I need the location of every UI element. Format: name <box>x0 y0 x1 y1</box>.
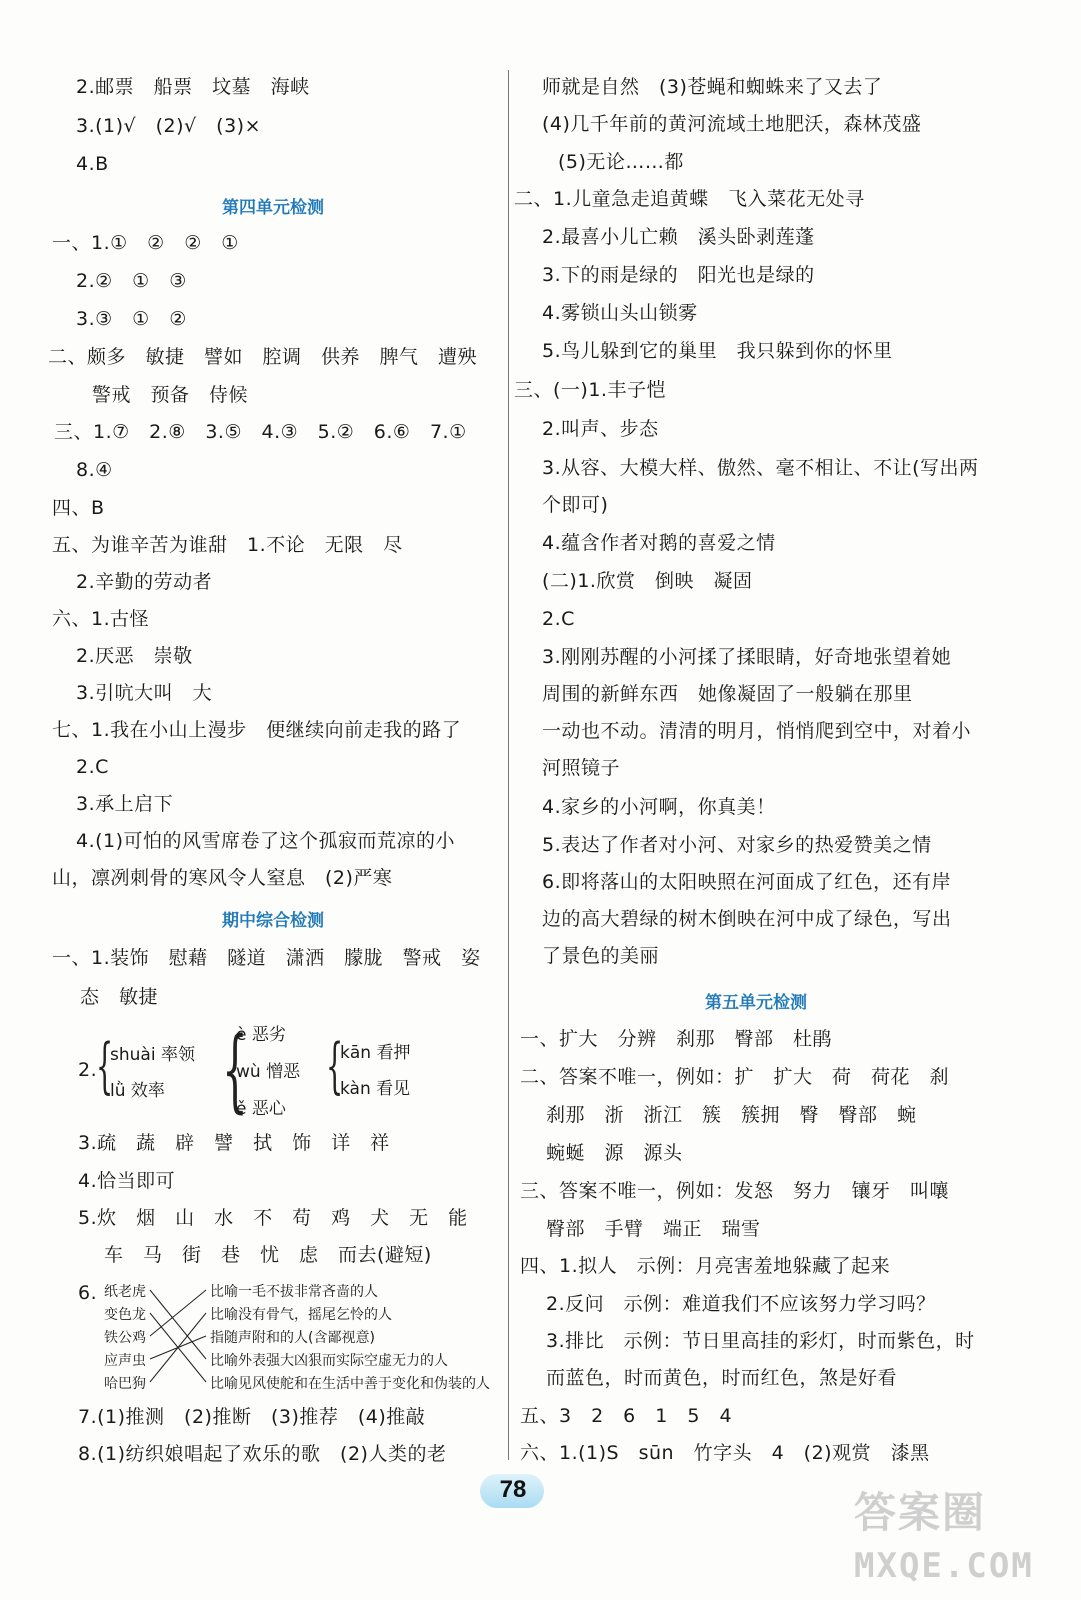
answer-line: 蜿蜒 源 源头 <box>546 1142 683 1164</box>
match-definition: 比喻一毛不拔非常吝啬的人 <box>210 1284 378 1300</box>
answer-line: 3.③ ① ② <box>76 308 187 330</box>
match-definition: 比喻没有骨气，摇尾乞怜的人 <box>210 1307 392 1323</box>
answer-line: 7.(1)推测 (2)推断 (3)推荐 (4)推敲 <box>78 1406 426 1428</box>
answer-line: 2.最喜小儿亡赖 溪头卧剥莲蓬 <box>542 226 815 248</box>
answer-line: 四、1.拟人 示例：月亮害羞地躲藏了起来 <box>520 1255 891 1277</box>
answer-line: 3.承上启下 <box>76 793 174 815</box>
answer-line: 5.鸟儿躲到它的巢里 我只躲到你的怀里 <box>542 340 893 362</box>
answer-line: (二)1.欣赏 倒映 凝固 <box>542 570 753 592</box>
answer-line: 而蓝色，时而黄色，时而红色，煞是好看 <box>546 1367 898 1389</box>
match-definition: 比喻外表强大凶狠而实际空虚无力的人 <box>210 1353 448 1369</box>
page-number: 78 <box>499 1476 527 1503</box>
match-term: 变色龙 <box>104 1307 146 1323</box>
answer-line: 七、1.我在小山上漫步 便继续向前走我的路了 <box>52 719 462 741</box>
answer-line: 3.排比 示例：节日里高挂的彩灯，时而紫色，时 <box>546 1330 975 1352</box>
answer-line: 6.即将落山的太阳映照在河面成了红色，还有岸 <box>542 871 952 893</box>
answer-line: 3.(1)√ (2)√ (3)× <box>76 115 262 137</box>
answer-line: 4.B <box>76 153 109 175</box>
answer-line: 个即可) <box>542 494 609 516</box>
answer-line: 3.从容、大模大样、傲然、毫不相让、不让(写出两 <box>542 457 979 479</box>
answer-line: 5.表达了作者对小河、对家乡的热爱赞美之情 <box>542 834 932 856</box>
answer-line: 3.刚刚苏醒的小河揉了揉眼睛，好奇地张望着她 <box>542 646 952 668</box>
answer-line: 三、(一)1.丰子恺 <box>514 379 666 401</box>
match-definition: 指随声附和的人(含鄙视意) <box>210 1330 375 1346</box>
answer-line: 五、为谁辛苦为谁甜 1.不论 无限 尽 <box>52 534 403 556</box>
answer-line: 五、3 2 6 1 5 4 <box>520 1405 733 1427</box>
answer-line: 2.邮票 船票 坟墓 海峡 <box>76 76 310 98</box>
answer-line: 臀部 手臂 端正 瑞雪 <box>546 1218 761 1240</box>
match-definition: 比喻见风使舵和在生活中善于变化和伪装的人 <box>210 1376 490 1392</box>
column-divider <box>508 70 509 1460</box>
answer-line: 二、答案不唯一，例如：扩 扩大 荷 荷花 刹 <box>520 1066 950 1088</box>
answer-line: 4.(1)可怕的风雪席卷了这个孤寂而荒凉的小 <box>76 830 456 852</box>
matching-lines <box>148 1280 208 1400</box>
section-heading-unit4: 第四单元检测 <box>222 198 324 218</box>
answer-line: 2.反问 示例：难道我们不应该努力学习吗？ <box>546 1293 936 1315</box>
answer-line: 2.厌恶 崇敬 <box>76 645 193 667</box>
pinyin-item: è 恶劣 <box>236 1025 286 1045</box>
answer-line: 三、答案不唯一，例如：发怒 努力 镶牙 叫嚷 <box>520 1180 950 1202</box>
answer-line: 一动也不动。清清的明月，悄悄爬到空中，对着小 <box>542 720 972 742</box>
answer-line: 六、1.(1)S sūn 竹字头 4 (2)观赏 漆黑 <box>520 1442 930 1464</box>
answer-line: 2.叫声、步态 <box>542 418 659 440</box>
pinyin-item: kān 看押 <box>340 1043 411 1063</box>
pinyin-item: wù 憎恶 <box>236 1062 301 1082</box>
answer-line: 3.疏 蔬 辟 譬 拭 饰 详 祥 <box>78 1132 390 1154</box>
answer-line: 4.恰当即可 <box>78 1170 176 1192</box>
answer-line: 警戒 预备 侍候 <box>92 384 249 406</box>
answer-line: (4)几千年前的黄河流域土地肥沃，森林茂盛 <box>542 113 922 135</box>
answer-line: 态 敏捷 <box>80 986 159 1008</box>
answer-line: (5)无论……都 <box>558 151 684 173</box>
pinyin-item: kàn 看见 <box>340 1079 411 1099</box>
answer-line: 4.家乡的小河啊，你真美！ <box>542 796 776 818</box>
answer-line: 4.蕴含作者对鹅的喜爱之情 <box>542 532 776 554</box>
answer-line: 4.雾锁山头山锁雾 <box>542 302 698 324</box>
answer-line: 一、扩大 分辨 刹那 臀部 杜鹃 <box>520 1028 833 1050</box>
pinyin-item: lǜ 效率 <box>110 1081 165 1101</box>
pinyin-item: shuài 率领 <box>110 1045 195 1065</box>
watermark-logo-text: 答案圈 <box>854 1488 987 1537</box>
pinyin-item: ě 恶心 <box>236 1099 286 1119</box>
section-heading-unit5: 第五单元检测 <box>705 993 807 1013</box>
left-brace: { <box>222 1018 248 1123</box>
answer-line: 二、1.儿童急走追黄蝶 飞入菜花无处寻 <box>514 188 865 210</box>
answer-line: 8.(1)纺织娘唱起了欢乐的歌 (2)人类的老 <box>78 1443 447 1465</box>
answer-line: 边的高大碧绿的树木倒映在河中成了绿色，写出 <box>542 908 952 930</box>
match-term: 应声虫 <box>104 1353 146 1369</box>
answer-line: 了景色的美丽 <box>542 945 660 967</box>
answer-line: 车 马 街 巷 忧 虑 而去(避短) <box>104 1244 432 1266</box>
answer-line: 3.下的雨是绿的 阳光也是绿的 <box>542 264 815 286</box>
answer-line: 3.引吭大叫 大 <box>76 682 213 704</box>
answer-line: 河照镜子 <box>542 757 621 779</box>
answer-line: 2.辛勤的劳动者 <box>76 571 213 593</box>
answer-line: 六、1.古怪 <box>52 608 150 630</box>
answer-line: 四、B <box>52 497 105 519</box>
left-brace: { <box>96 1031 114 1101</box>
answer-line: 2.C <box>76 756 109 778</box>
answer-line: 一、1.① ② ② ① <box>52 232 239 254</box>
question-number: 2. <box>78 1059 98 1081</box>
answer-line: 5.炊 烟 山 水 不 苟 鸡 犬 无 能 <box>78 1207 468 1229</box>
answer-line: 三、1.⑦ 2.⑧ 3.⑤ 4.③ 5.② 6.⑥ 7.① <box>54 421 467 443</box>
answer-line: 8.④ <box>76 459 113 481</box>
answer-line: 二、颇多 敏捷 譬如 腔调 供养 脾气 遭殃 <box>48 346 478 368</box>
answer-line: 周围的新鲜东西 她像凝固了一般躺在那里 <box>542 683 913 705</box>
match-term: 铁公鸡 <box>104 1330 146 1346</box>
left-brace: { <box>326 1031 344 1101</box>
answer-line: 山，凛冽刺骨的寒风令人窒息 (2)严寒 <box>52 867 393 889</box>
watermark <box>854 1480 1054 1592</box>
answer-line: 一、1.装饰 慰藉 隧道 潇洒 朦胧 警戒 姿 <box>52 947 481 969</box>
answer-line: 师就是自然 (3)苍蝇和蜘蛛来了又去了 <box>542 76 883 98</box>
match-term: 哈巴狗 <box>104 1376 146 1392</box>
watermark-url: MXQE.COM <box>854 1546 1034 1586</box>
answer-line: 刹那 浙 浙江 簇 簇拥 臀 臀部 蜿 <box>546 1104 917 1126</box>
answer-line: 2.C <box>542 608 575 630</box>
answer-line: 2.② ① ③ <box>76 270 187 292</box>
section-heading-midterm: 期中综合检测 <box>222 911 324 931</box>
page-number-badge <box>472 1474 554 1508</box>
match-term: 纸老虎 <box>104 1284 146 1300</box>
question-number: 6. <box>78 1282 98 1304</box>
